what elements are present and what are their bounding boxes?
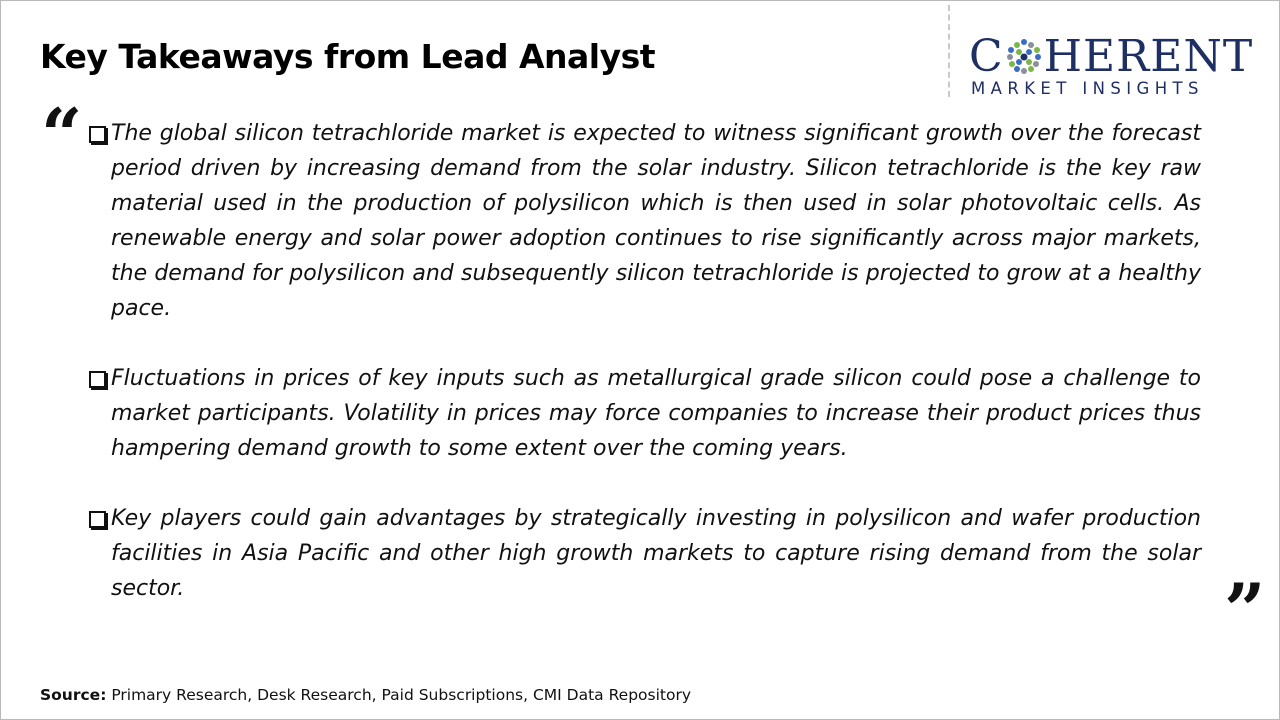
open-quote-icon: “ [41, 92, 83, 177]
takeaway-text: Key players could gain advantages by strategically investing in polysilicon and wafer production facilities in Asia Pacific and other high growth markets to capture rising demand from the solar sector. [111, 506, 1201, 601]
logo-subtitle: MARKET INSIGHTS [971, 79, 1204, 98]
close-quote-icon: ” [1224, 567, 1266, 652]
checkbox-bullet-icon [89, 126, 106, 143]
logo-wordmark [969, 33, 1253, 81]
takeaway-text: Fluctuations in prices of key inputs such as metallurgical grade silicon could pose a challenge to market participants. Volatility in prices may force companies to increase their product prices thus hampering demand growth to some extent over the coming years. [111, 366, 1201, 461]
logo-letters-herent: HERENT [1043, 31, 1254, 82]
logo-letter-c: C [969, 31, 1004, 82]
logo-dot-icon [1006, 38, 1042, 74]
takeaway-item [87, 361, 1201, 466]
takeaway-item [87, 116, 1201, 326]
takeaway-item [87, 501, 1201, 606]
source-label: Source: [40, 686, 107, 704]
takeaways-list [87, 116, 1201, 641]
source-text: Primary Research, Desk Research, Paid Subscriptions, CMI Data Repository [106, 686, 692, 704]
company-logo [969, 33, 1263, 99]
checkbox-bullet-icon [89, 371, 106, 388]
header-divider [948, 5, 950, 97]
source-note [40, 686, 691, 704]
takeaway-text: The global silicon tetrachloride market is expected to witness significant growth over the forecast period driven by increasing demand from the solar industry. Silicon tetrachloride is the key raw material used in the production of polysilicon which is then used in solar photovoltaic cells. As renewable energy and solar power adoption continues to rise significantly across major markets, the demand for polysilicon and subsequently silicon tetrachloride is projected to grow at a healthy pace. [111, 121, 1201, 321]
checkbox-bullet-icon [89, 511, 106, 528]
page-title: Key Takeaways from Lead Analyst [40, 37, 655, 76]
